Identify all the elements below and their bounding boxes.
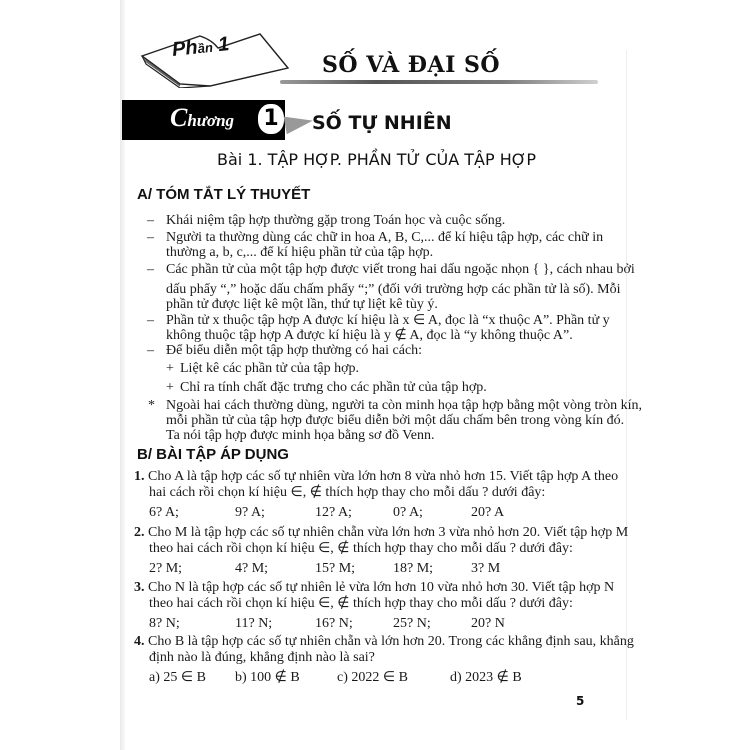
question-3: 3. Cho N là tập hợp các số tự nhiên lẻ vừa lớn hơn 10 vừa nhỏ hơn 30. Viết tập hợp N (134, 580, 615, 595)
option: 20? A (471, 505, 505, 520)
theory-line: dấu phẩy “,” hoặc dấu chấm phẩy “;” (đối với trường hợp các phần tử là số). Mỗi (166, 282, 621, 297)
plus-bullet: + (166, 361, 174, 376)
theory-line: phần tử được liệt kê một lần, thứ tự liệt kê tùy ý. (166, 297, 438, 312)
chapter-title: SỐ TỰ NHIÊN (312, 112, 452, 134)
question-1: 1. Cho A là tập hợp các số tự nhiên vừa lớn hơn 8 vừa nhỏ hơn 15. Viết tập hợp A theo (134, 469, 619, 484)
arrow-icon (284, 112, 315, 135)
dash-bullet: – (147, 230, 154, 245)
option: 25? N; (393, 616, 431, 631)
dash-bullet: – (147, 343, 154, 358)
option: 16? N; (315, 616, 353, 631)
theory-line: Chỉ ra tính chất đặc trưng cho các phần tử của tập hợp. (180, 380, 487, 395)
theory-line: Ta nói tập hợp được minh họa bằng sơ đồ Venn. (166, 428, 435, 443)
theory-line: Ngoài hai cách thường dùng, người ta còn minh họa tập hợp bằng một vòng tròn kín, (166, 398, 642, 413)
section-heading-theory: A/ TÓM TẮT LÝ THUYẾT (137, 186, 311, 203)
page-edge-right (626, 50, 627, 720)
theory-line: không thuộc tập hợp A được kí hiệu là y ∉ A, đọc là “y không thuộc A”. (166, 328, 573, 343)
chapter-number-badge: 1 (258, 104, 284, 134)
theory-line: Các phần tử của một tập hợp được viết trong hai dấu ngoặc nhọn { }, cách nhau bởi (166, 262, 635, 277)
option: a) 25 ∈ B (149, 670, 206, 685)
theory-line: Người ta thường dùng các chữ in hoa A, B, C,... để kí hiệu tập hợp, các chữ in (166, 230, 604, 245)
asterisk-bullet: * (148, 398, 155, 413)
dash-bullet: – (147, 262, 154, 277)
page-number: 5 (576, 694, 585, 708)
option: 11? N; (235, 616, 273, 631)
option: 3? M (471, 561, 501, 576)
question-2: 2. Cho M là tập hợp các số tự nhiên chẵn vừa lớn hơn 3 vừa nhỏ hơn 20. Viết tập hợp M (134, 525, 629, 540)
part-title: SỐ VÀ ĐẠI SỐ (322, 52, 501, 78)
question-1-line: hai cách rồi chọn kí hiệu ∈, ∉ thích hợp thay cho mỗi dấu ? dưới đây: (149, 485, 546, 500)
theory-line: Liệt kê các phần tử của tập hợp. (180, 361, 360, 376)
option: 0? A; (393, 505, 423, 520)
option: 2? M; (149, 561, 183, 576)
option: 4? M; (235, 561, 269, 576)
question-3-line: theo hai cách rồi chọn kí hiệu ∈, ∉ thích hợp thay cho mỗi dấu ? dưới đây: (149, 596, 573, 611)
part-label: Phần 1 (170, 33, 231, 61)
theory-line: Khái niệm tập hợp thường gặp trong Toán học và cuộc sống. (166, 213, 506, 228)
chapter-label: Chương (170, 103, 235, 132)
section-heading-exercises: B/ BÀI TẬP ÁP DỤNG (137, 446, 289, 463)
theory-line: Để biểu diễn một tập hợp thường có hai cách: (166, 343, 423, 358)
option: 8? N; (149, 616, 180, 631)
question-4: 4. Cho B là tập hợp các số tự nhiên chẵn và lớn hơn 20. Trong các khẳng định sau, khẳng (134, 634, 634, 649)
dash-bullet: – (147, 313, 154, 328)
option: 12? A; (315, 505, 352, 520)
question-2-line: theo hai cách rồi chọn kí hiệu ∈, ∉ thích hợp thay cho mỗi dấu ? dưới đây: (149, 541, 573, 556)
title-divider (280, 80, 598, 84)
question-4-line: định nào là đúng, khẳng định nào là sai? (149, 650, 375, 665)
theory-line: mỗi phần tử của tập hợp được biểu diễn bởi một dấu chấm bên trong vòng kín đó. (166, 413, 625, 428)
option: 6? A; (149, 505, 179, 520)
theory-line: Phần tử x thuộc tập hợp A được kí hiệu là x ∈ A, đọc là “x thuộc A”. Phần tử y (166, 313, 610, 328)
theory-line: thường a, b, c,... để kí hiệu phần tử của tập hợp. (166, 245, 434, 260)
option: 15? M; (315, 561, 356, 576)
option: d) 2023 ∉ B (450, 670, 522, 685)
option: c) 2022 ∈ B (337, 670, 408, 685)
option: 20? N (471, 616, 505, 631)
dash-bullet: – (147, 213, 154, 228)
option: b) 100 ∉ B (235, 670, 300, 685)
option: 18? M; (393, 561, 434, 576)
plus-bullet: + (166, 380, 174, 395)
lesson-title: Bài 1. TẬP HỢP. PHẦN TỬ CỦA TẬP HỢP (217, 150, 537, 169)
option: 9? A; (235, 505, 265, 520)
